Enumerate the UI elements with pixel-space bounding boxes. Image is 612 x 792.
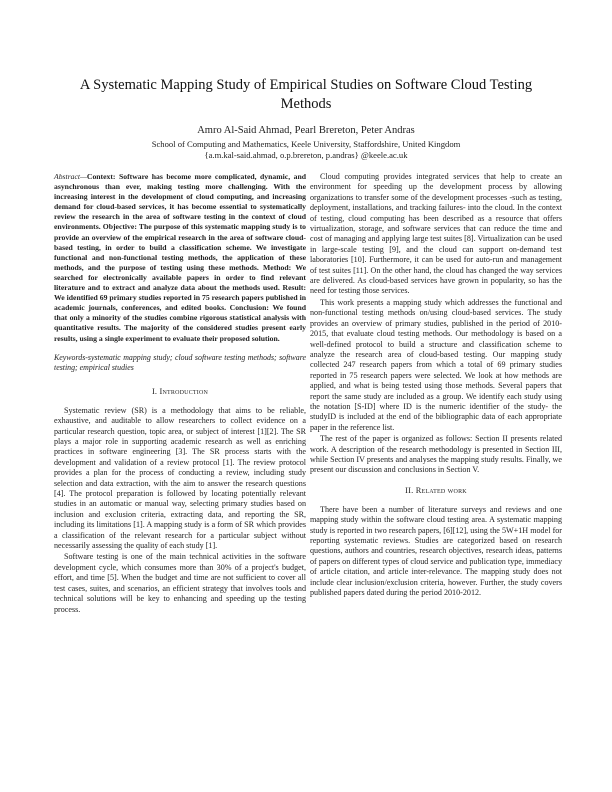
section-heading-introduction: I. Introduction xyxy=(151,386,209,396)
paper-title: A Systematic Mapping Study of Empirical Studies on Software Cloud Testing Methods xyxy=(79,77,533,112)
abstract-label: Abstract— xyxy=(54,172,87,181)
paragraph: Systematic review (SR) is a methodology that aims to be reliable, exhaustive, and auditable to allow researchers to collect evidence on a particular research question, topic area, or subject of interest [1][2]. The SR plays a major role in supporting academic research as well as enriching practices in software engineering [3]. The SR process starts with the development and validation of a review protocol [1]. The review protocol provides a plan for the process of conducting a review, including study selection and data extraction, with the aim to answer the research questions [4]. The protocol preparation is followed by locating potentially relevant studies in an automatic or manual way, selecting primary studies based on inclusion and exclusion criteria, extracting data, and reporting the SR, including its limitations [1]. A mapping study is a form of SR which provides a classification of the relevant research for a particular subject without necessarily assessing the quality of each study [1]. xyxy=(54,405,306,551)
keywords: Keywords-systematic mapping study; cloud software testing methods; software testing; empirical studies xyxy=(54,352,306,372)
affiliation: School of Computing and Mathematics, Keele University, Staffordshire, United Kingdom xyxy=(151,139,461,149)
paragraph: The rest of the paper is organized as follows: Section II presents related work. A description of the research methodology is presented in Section III, while Section IV presents and analyses the mapping study results. Finally, we present our discussion and conclusions in Section V. xyxy=(310,434,562,475)
abstract-text: Context: Software has become more complicated, dynamic, and asynchronous than ever, making testing more challenging. With the increasing interest in the development of cloud computing, and increasing demand for cloud-based services, it has become essential to systematically review the research in the area of software testing in the context of cloud environments. Objective: The purpose of this systematic mapping study is to provide an overview of the empirical research in the area of software cloud-based testing, in order to build a classification scheme. We investigate functional and non-functional testing methods, the application of these methods, and the purpose of testing using these methods. Method: We searched for electronically available papers in order to find relevant literature and to extract and analyze data about the methods used. Result: We identified 69 primary studies reported in 75 research papers published in academic journals, conferences, and edited books. Conclusion: We found that only a minority of the studies combine rigorous statistical analysis with quantitative results. The majority of the considered studies present early results, using a single experiment to evaluate their proposed solution. xyxy=(54,172,306,343)
left-column xyxy=(54,172,306,616)
paragraph: Software testing is one of the main technical activities in the software development cycle, which consumes more than 30% of a project's budget, effort, and time [5]. When the budget and time are not sufficient to cover all test cases, suites, and scenarios, an efficient strategy that involves tools and technical solutions will be key to enhancing and speeding up the testing process. xyxy=(54,552,306,614)
affiliation-block xyxy=(60,139,552,161)
author-emails: {a.m.kal-said.ahmad, o.p.brereton, p.andras} @keele.ac.uk xyxy=(204,150,408,160)
paragraph: This work presents a mapping study which addresses the functional and non-functional testing methods on/using cloud-based services. The study provides an overview of primary studies, published in the period of 2010-2015, that evaluate cloud testing methods. Our methodology is based on a well-defined protocol to build a structure and classification scheme to analyze the research area of cloud-based testing. Our mapping study collected 247 research papers from which a total of 69 primary studies reported in 75 research papers were selected. We look at how methods are applied, and what is being tested using those methods. Several papers that report the same study are included as a group. We identify each study using the notation [S-ID] where ID is the numeric identifier of the study- the studyID is included at the end of the bibliographic data of each appropriate paper in the reference list. xyxy=(310,297,562,432)
paragraph: Cloud computing provides integrated services that help to create an environment for speeding up the development process by allowing organizations to transfer some of the development processes -such as testing, deployment, installations, and tracking failures- into the cloud. In the context of testing, cloud computing has been described as a resource that offers virtualization, storage, and software services that can reduce the time and cost of managing and applying large test suites [8]. Virtualization can be used in large-scale testing [9], and the cloud can support on-demand test laboratories [10]. Furthermore, it can be used for auto-run and management of test suites [11]. On the other hand, the cloud has changed the way services are delivered. As cloud-based services have grown in popularity, so has the need for testing those services. xyxy=(310,172,562,296)
right-column xyxy=(310,172,562,599)
author-list: Amro Al-Said Ahmad, Pearl Brereton, Peter Andras xyxy=(197,125,415,136)
section-heading-related-work: II. Related work xyxy=(405,485,467,495)
paragraph: There have been a number of literature surveys and reviews and one mapping study within the software cloud testing area. A systematic mapping study is reported in two research papers, [6][12], using the 5W+1H model for reporting systematic reviews. Studies are categorized based on research questions, authors and countries, research objectives, research ideas, patterns of papers on different types of cloud service and publication type, immediacy of article citation, and article inter-relevance. The mapping study does not include clear inclusion/exclusion criteria, however. Further, the study covers published papers dated during the period 2010-2012. xyxy=(310,504,562,598)
abstract xyxy=(54,172,306,344)
